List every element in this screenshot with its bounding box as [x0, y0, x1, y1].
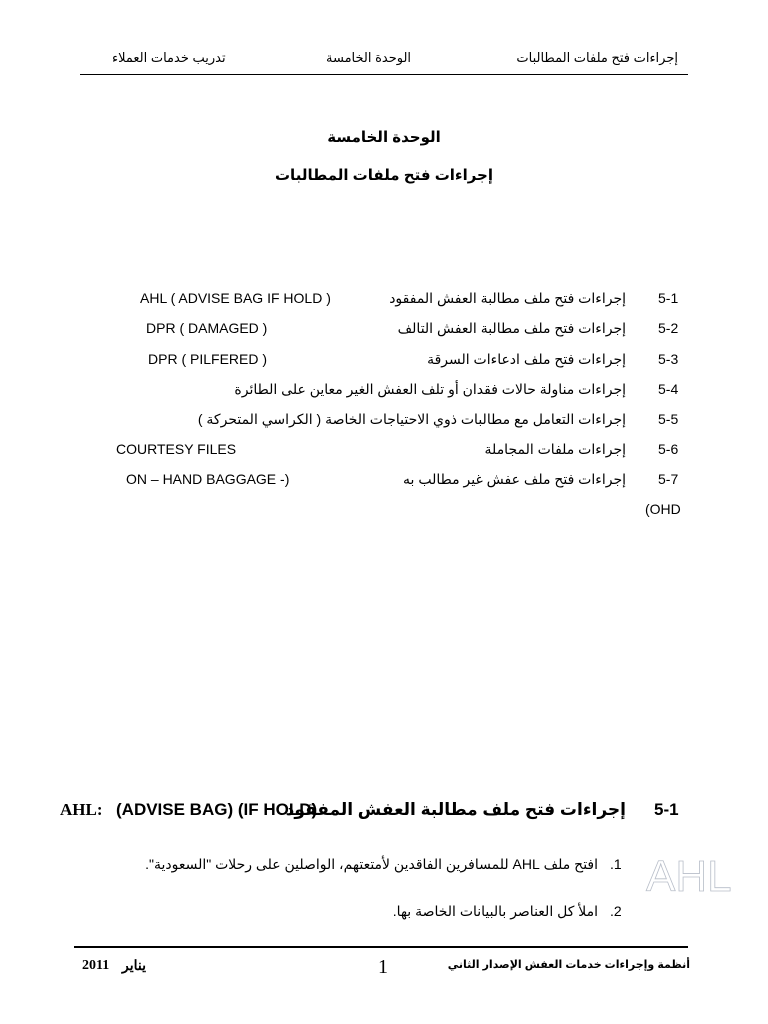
toc-ar: إجراءات فتح ملف ادعاءات السرقة	[427, 351, 626, 367]
toc-en: DPR ( DAMAGED )	[146, 320, 268, 336]
toc-num: 5-1	[658, 290, 679, 306]
item-text: املأ كل العناصر بالبيانات الخاصة بها.	[392, 903, 598, 919]
toc-ar: إجراءات فتح ملف مطالبة العفش المفقود	[389, 290, 626, 306]
toc-ar: إجراءات التعامل مع مطالبات ذوي الاحتياجات الخاصة ( الكراسي المتحركة )	[197, 411, 626, 427]
item-num: .2	[610, 903, 622, 919]
toc-ar: إجراءات مناولة حالات فقدان أو تلف العفش الغير معاين على الطائرة	[234, 381, 626, 397]
footer-rule	[74, 946, 688, 948]
toc-num: 5-6	[658, 441, 679, 457]
ahl-watermark: AHL	[646, 852, 732, 901]
subject-title: إجراءات فتح ملفات المطالبات	[274, 167, 493, 184]
toc-ar: إجراءات ملفات المجاملة	[484, 441, 626, 457]
footer-month: يناير	[122, 959, 147, 974]
header-rule	[80, 74, 688, 75]
toc-overflow: (OHD	[645, 501, 681, 517]
toc-en: AHL ( ADVISE BAG IF HOLD )	[140, 290, 331, 306]
section-num: 5-1	[654, 800, 679, 819]
item-text: افتح ملف AHL للمسافرين الفاقدين لأمتعتهم، الواصلين على رحلات "السعودية".	[145, 856, 598, 872]
footer-right: أنظمة وإجراءات خدمات العفش الإصدار الثاني	[447, 959, 690, 971]
unit-title: الوحدة الخامسة	[327, 129, 441, 146]
section-tail: AHL:	[60, 800, 103, 819]
footer-year: 2011	[82, 958, 110, 973]
toc-num: 5-5	[658, 411, 679, 427]
section-ar: إجراءات فتح ملف مطالبة العفش المفقود	[285, 800, 626, 819]
section-en: (ADVISE BAG) (IF HOLD)	[116, 800, 318, 819]
header-right: إجراءات فتح ملفات المطالبات	[516, 50, 678, 65]
header-left: تدريب خدمات العملاء	[112, 50, 226, 65]
toc-num: 5-7	[658, 471, 679, 487]
toc-en: DPR ( PILFERED )	[148, 351, 268, 367]
toc-ar: إجراءات فتح ملف عفش غير مطالب به	[403, 471, 626, 487]
toc-num: 5-3	[658, 351, 679, 367]
toc-ar: إجراءات فتح ملف مطالبة العفش التالف	[397, 320, 626, 336]
toc-en: COURTESY FILES	[116, 441, 237, 457]
toc-num: 5-4	[658, 381, 679, 397]
toc-en: ON – HAND BAGGAGE -)	[126, 471, 290, 487]
page-number: 1	[378, 956, 388, 978]
item-num: .1	[610, 856, 622, 872]
header-center: الوحدة الخامسة	[326, 50, 412, 65]
toc-num: 5-2	[658, 320, 679, 336]
